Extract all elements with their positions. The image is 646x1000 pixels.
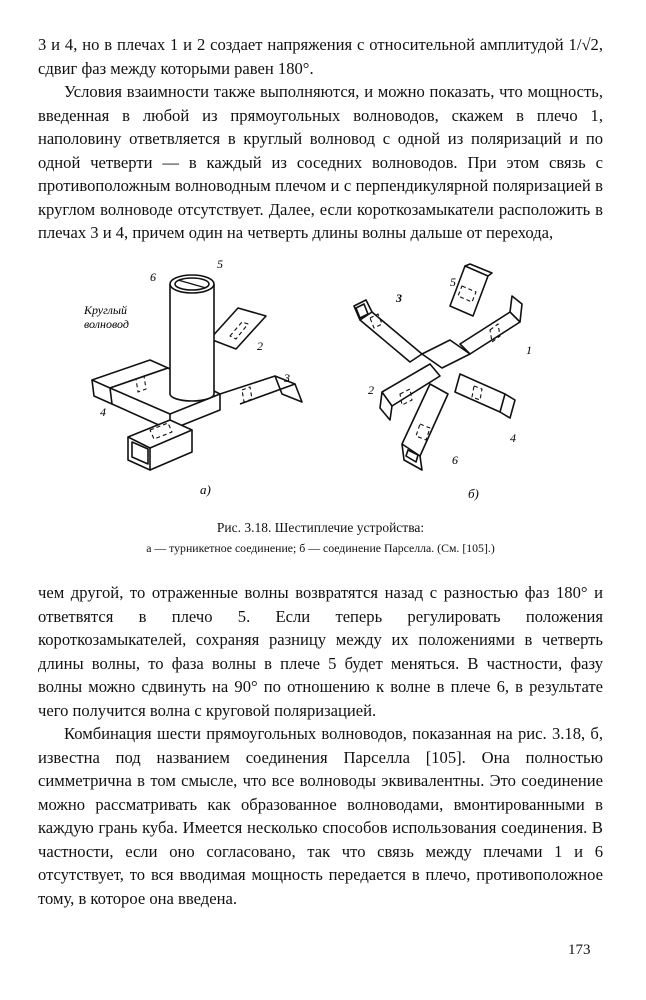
panel-b-arm-4-label: 4 (510, 431, 516, 445)
panel-b-arm-5-label: 5 (450, 275, 456, 289)
paragraph-continuation: 3 и 4, но в плечах 1 и 2 создает напряжения с относительной амплитудой 1/√2, сдвиг фаз между которыми равен 180°. (38, 35, 603, 78)
paragraph-purcell: Комбинация шести прямоугольных волноводов, показанная на рис. 3.18, б, известна под названием соединения Парселла [105]. Она полностью симметрична в том смысле, что все волноводы эквивалентны. Это соединение можно рассматривать как образованное волноводами, вмонтированными в каждую грань куба. Имеется несколько способов использования соединения. В частности, если оно согласовано, так что связь между плечами 1 и 6 отсутствует, то вся вводимая мощность передается в плечо, противоположное тому, в которое она введена. (38, 724, 603, 908)
panel-b-arm-1-label: 1 (526, 343, 532, 357)
figure-3-18 (70, 244, 570, 512)
panel-a-arm-6-label: 6 (150, 270, 156, 284)
panel-b-arm-2-label: 2 (368, 383, 374, 397)
bottom-paragraphs (38, 581, 603, 910)
caption-title: Рис. 3.18. Шестиплечие устройства: (216, 520, 425, 535)
page-number: 173 (568, 942, 591, 958)
panel-b-arm-6-label: 6 (452, 453, 458, 467)
caption-subtitle: а — турникетное соединение; б — соединение Парселла. (См. [105].) (146, 541, 495, 555)
panel-a-arm-3-label: 3 (284, 371, 290, 385)
panel-a-arm-2-label: 2 (257, 339, 263, 353)
figure-caption (38, 518, 603, 558)
round-waveguide-label: Круглый волновод (84, 303, 129, 331)
panel-b-arm-3-label: 3 (396, 291, 402, 305)
paragraph-reciprocity: Условия взаимности также выполняются, и можно показать, что мощность, введенная в любой из прямоугольных волноводов, скажем в плечо 1, наполовину ответвляется в круглый волновод с одной из поляризаций и по одной четверти — в каждый из соседних волноводов. При этом связь с противоположным волноводным плечом и с перпендикулярной поляризацией в круглом волноводе отсутствует. Далее, если короткозамыкатели расположить в плечах 3 и 4, причем один на четверть длины волны дальше от перехода, (38, 82, 603, 242)
panel-a-sublabel: а) (200, 482, 211, 497)
paragraph-reflected-waves: чем другой, то отраженные волны возвратятся назад с разностью фаз 180° и ответвятся в плечо 5. Если теперь регулировать положения короткозамыкателей, сохраняя разницу между их положениями в четверть длины волны, то фаза волны в плече 5 будет меняться. В частности, фазу волны можно сдвинуть на 90° по отношению к волне в плече 6, в результате чего получится волна с круговой поляризацией. (38, 583, 603, 720)
figure-drawing (70, 244, 570, 512)
panel-a-arm-5-label: 5 (217, 257, 223, 271)
panel-a-arm-4-label: 4 (100, 405, 106, 419)
top-paragraphs (38, 33, 603, 245)
purcell-junction-drawing (354, 264, 522, 470)
panel-b-sublabel: б) (468, 486, 479, 501)
